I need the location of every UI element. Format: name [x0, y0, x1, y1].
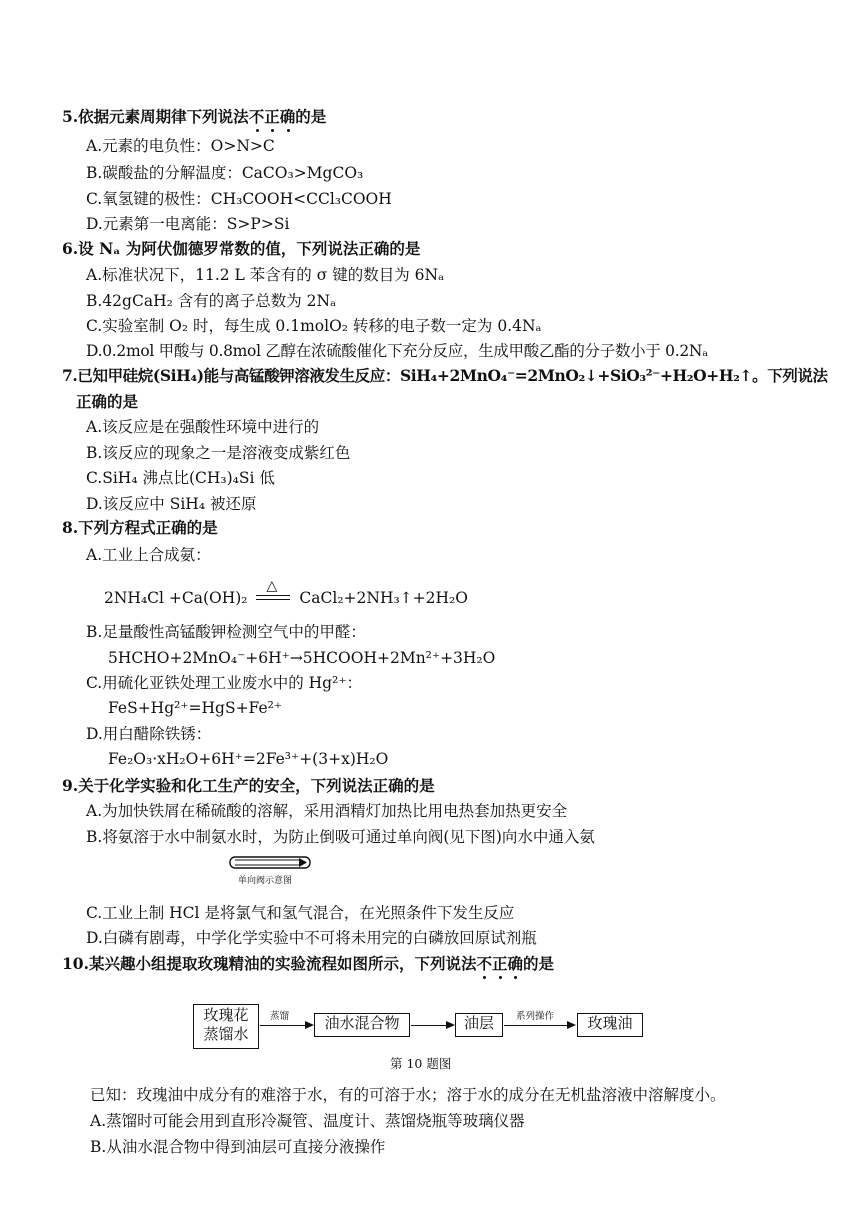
heating-condition: △ [256, 598, 290, 600]
q8-option-c-label: C.用硫化亚铁处理工业废水中的 Hg²⁺： [86, 674, 362, 692]
q10-figure-caption: 第 10 题图 [390, 1056, 452, 1071]
q5-option-a: A.元素的电负性：O>N>C [86, 137, 275, 155]
q8-option-a-equation [104, 578, 468, 608]
q8-option-d-equation: Fe₂O₃·xH₂O+6H⁺=2Fe³⁺+(3+x)H₂O [108, 750, 389, 768]
q6-option-d: D.0.2mol 甲酸与 0.8mol 乙醇在浓硫酸催化下充分反应，生成甲酸乙酯的分子数小于 0.2Nₐ [86, 342, 708, 360]
q5-option-c: C.氧氢键的极性：CH₃COOH<CCl₃COOH [86, 190, 392, 208]
q9-stem: 9.关于化学实验和化工生产的安全，下列说法正确的是 [62, 776, 435, 795]
q8-option-b-label: B.足量酸性高锰酸钾检测空气中的甲醛： [86, 623, 366, 641]
q9-option-d: D.白磷有剧毒，中学化学实验中不可将未用完的白磷放回原试剂瓶 [86, 929, 537, 947]
flow-label-series-operations: 系列操作 [516, 1011, 555, 1022]
q8-stem: 8.下列方程式正确的是 [62, 518, 218, 537]
q10-known-info: 已知：玫瑰油中成分有的难溶于水，有的可溶于水；溶于水的成分在无机盐溶液中溶解度小。 [90, 1086, 726, 1104]
q6-option-c: C.实验室制 O₂ 时，每生成 0.1molO₂ 转移的电子数一定为 0.4Nₐ [86, 317, 542, 335]
flow-arrow-2 [411, 1025, 453, 1026]
q7-option-a: A.该反应是在强酸性环境中进行的 [86, 418, 320, 436]
q10-option-a: A.蒸馏时可能会用到直形冷凝管、温度计、蒸馏烧瓶等玻璃仪器 [90, 1112, 525, 1130]
flow-box-rose-oil: 玫瑰油 [577, 1013, 643, 1037]
q8-a-products: CaCl₂+2NH₃↑+2H₂O [299, 589, 468, 607]
q6-option-b: B.42gCaH₂ 含有的离子总数为 2Nₐ [86, 292, 337, 310]
q10-stem: 10.某兴趣小组提取玫瑰精油的实验流程如图所示，下列说法不正确的是 [62, 954, 555, 973]
q5-option-d: D.元素第一电离能：S>P>Si [86, 215, 290, 233]
flow-box-rose-water: 玫瑰花 蒸馏水 [193, 1004, 259, 1049]
q8-option-d-label: D.用白醋除铁锈： [86, 725, 212, 743]
flow-arrow-3 [504, 1025, 574, 1026]
flow-label-distill: 蒸馏 [270, 1011, 290, 1022]
q10-option-b: B.从油水混合物中得到油层可直接分液操作 [90, 1138, 386, 1156]
flow-arrow-1 [260, 1025, 312, 1026]
q7-option-b: B.该反应的现象之一是溶液变成紫红色 [86, 444, 351, 462]
q7-option-c: C.SiH₄ 沸点比(CH₃)₄Si 低 [86, 469, 275, 487]
q7-option-d: D.该反应中 SiH₄ 被还原 [86, 495, 257, 513]
q8-option-b-equation: 5HCHO+2MnO₄⁻+6H⁺→5HCOOH+2Mn²⁺+3H₂O [108, 649, 496, 667]
q6-stem: 6.设 Nₐ 为阿伏伽德罗常数的值，下列说法正确的是 [62, 239, 421, 258]
q9-option-b: B.将氨溶于水中制氨水时，为防止倒吸可通过单向阀(见下图)向水中通入氨 [86, 828, 595, 846]
q9-option-c: C.工业上制 HCl 是将氯气和氢气混合，在光照条件下发生反应 [86, 904, 515, 922]
q5-stem: 5.依据元素周期律下列说法不正确的是 [62, 107, 327, 126]
flow-box-oil-layer: 油层 [455, 1013, 503, 1037]
q7-stem-line2: 正确的是 [76, 392, 139, 411]
q5-option-b: B.碳酸盐的分解温度：CaCO₃>MgCO₃ [86, 164, 364, 182]
q9-figure-caption: 单向阀示意图 [238, 876, 293, 886]
q7-stem-line1: 7.已知甲硅烷(SiH₄)能与高锰酸钾溶液发生反应：SiH₄+2MnO₄⁻=2MnO₂↓+SiO₃²⁻+H₂O+H₂↑。下列说法 [62, 366, 828, 385]
q8-option-c-equation: FeS+Hg²⁺=HgS+Fe²⁺ [108, 699, 283, 717]
q8-a-reactants: 2NH₄Cl +Ca(OH)₂ [104, 589, 248, 607]
q6-option-a: A.标准状况下，11.2 L 苯含有的 σ 键的数目为 6Nₐ [86, 266, 445, 284]
q8-option-a-label: A.工业上合成氨： [86, 546, 211, 564]
q9-option-a: A.为加快铁屑在稀硫酸的溶解，采用酒精灯加热比用电热套加热更安全 [86, 802, 568, 820]
flow-box-oil-water-mixture: 油水混合物 [314, 1013, 410, 1037]
one-way-valve-figure [229, 854, 313, 872]
